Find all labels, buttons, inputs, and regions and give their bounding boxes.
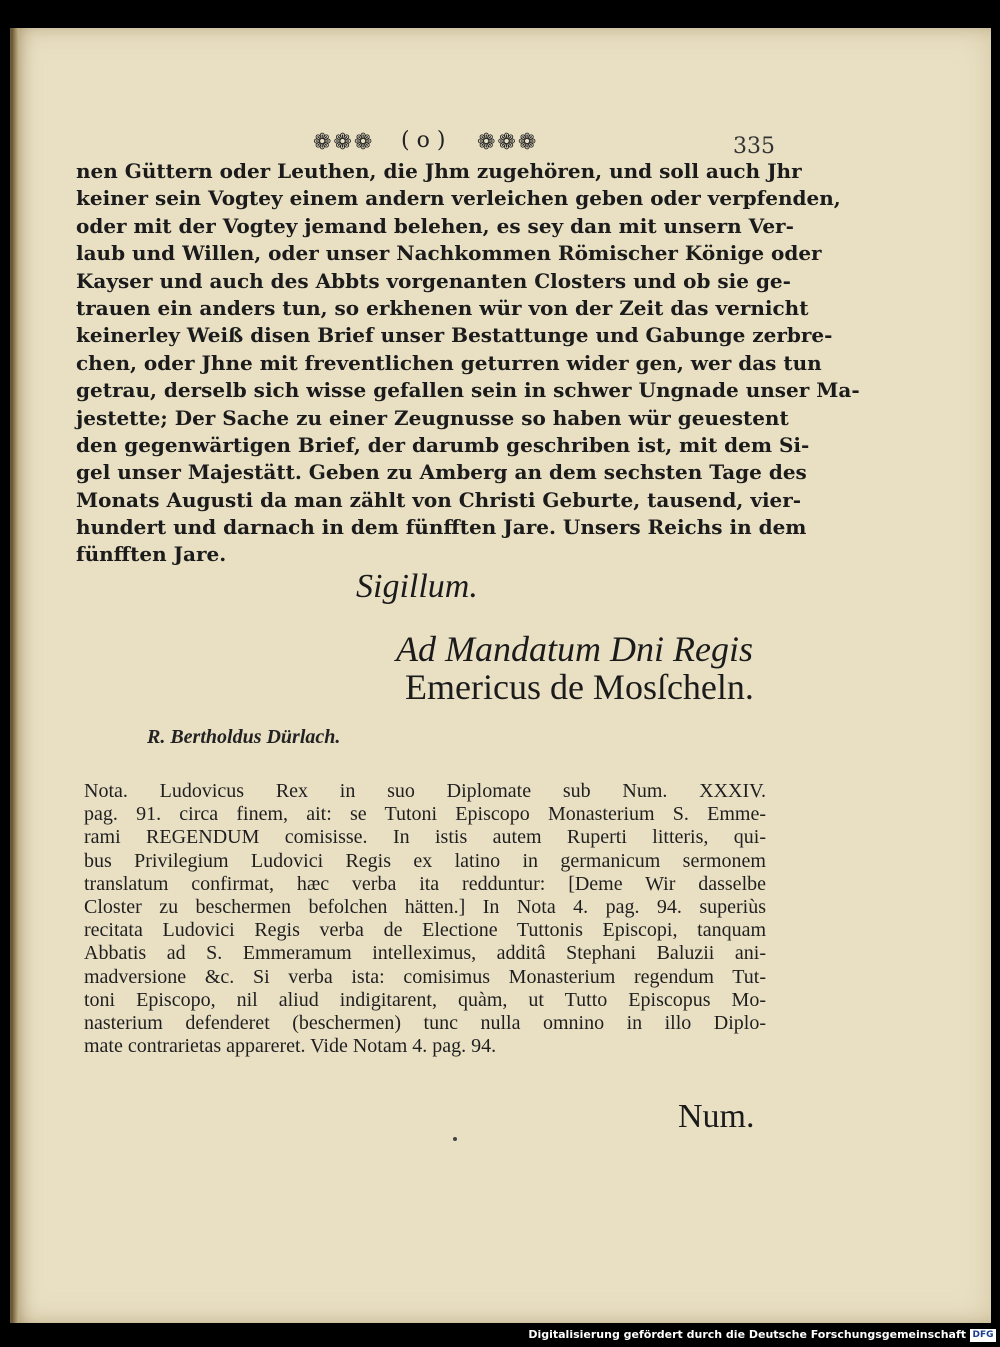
sigillum-heading: Sigillum. <box>356 568 478 605</box>
nota-line: mate contrarietas appareret. Vide Notam 4. pag. 94. <box>84 1035 497 1058</box>
text-line: jestette; Der Sache zu einer Zeugnusse so haben wür geuestent <box>76 405 789 430</box>
text-line: keiner sein Vogtey einem andern verleichen geben oder verpfenden, <box>76 186 841 211</box>
nota-line: Nota. Ludovicus Rex in suo Diplomate sub Num. XXXIV. <box>84 780 766 802</box>
nota-line: pag. 91. circa finem, ait: se Tutoni Episcopo Monasterium S. Emme- <box>84 803 766 826</box>
nota-line: Abbatis ad S. Emmeramum intelleximus, additâ Stephani Baluzii ani- <box>84 942 766 965</box>
ink-speck <box>453 1137 457 1141</box>
mandate-line: Ad Mandatum Dni Regis <box>396 629 753 669</box>
text-line: Monats Augusti da man zählt von Christi Geburte, tausend, vier- <box>76 487 802 512</box>
nota-line: translatum confirmat, hæc verba ita redduntur: [Deme Wir dasselbe <box>84 872 766 895</box>
scribe-name: R. Bertholdus Dürlach. <box>147 726 341 748</box>
signer-name: Emericus de Mosſcheln. <box>405 667 754 707</box>
text-line: hundert und darnach in dem fünfften Jare. Unsers Reichs in dem <box>76 515 807 540</box>
nota-line: madversione &c. Si verba ista: comisimus Monasterium regendum Tut- <box>84 965 766 988</box>
nota-line: nasterium defenderet (beschermen) tunc nulla omnino in illo Diplo- <box>84 1011 766 1034</box>
catchword: Num. <box>678 1098 755 1135</box>
funding-credit: Digitalisierung gefördert durch die Deutsche Forschungsgemeinschaft <box>528 1328 966 1341</box>
text-line: Kayser und auch des Abbts vorgenanten Closters und ob sie ge- <box>76 268 791 293</box>
page-number: 335 <box>733 134 775 159</box>
footer-bar <box>0 1325 1000 1347</box>
ornament-left: ❁❁❁ <box>313 130 375 155</box>
text-line: trauen ein anders tun, so erkhenen wür von der Zeit das vernicht <box>76 295 809 320</box>
text-line: getrau, derselb sich wisse gefallen sein in schwer Ungnade unser Ma- <box>76 378 860 403</box>
dfg-logo: DFG <box>970 1329 996 1342</box>
text-line: nen Güttern oder Leuthen, die Jhm zugehören, und soll auch Jhr <box>76 159 802 183</box>
nota-line: toni Episcopo, nil aliud indigitarent, quàm, ut Tutto Episcopus Mo- <box>84 988 766 1011</box>
text-line: laub und Willen, oder unser Nachkommen Römischer Könige oder <box>76 241 822 266</box>
text-line: oder mit der Vogtey jemand belehen, es sey dan mit unsern Ver- <box>76 213 794 238</box>
running-header <box>313 128 783 158</box>
ornament-right: ❁❁❁ <box>477 130 539 155</box>
nota-paragraph <box>84 780 766 1058</box>
text-line: chen, oder Jhne mit freventlichen geturren wider gen, wer das tun <box>76 350 822 375</box>
text-line: fünfften Jare. <box>76 542 227 567</box>
text-line: keinerley Weiß disen Brief unser Bestattunge und Gabunge zerbre- <box>76 323 833 348</box>
page-gutter-edge <box>13 28 19 1323</box>
nota-line: rami REGENDUM comisisse. In istis autem Ruperti litteris, qui- <box>84 826 766 849</box>
nota-line: Closter zu beschermen befolchen hätten.] In Nota 4. pag. 94. superiùs <box>84 895 766 918</box>
text-line: gel unser Majestätt. Geben zu Amberg an dem sechsten Tage des <box>76 460 807 485</box>
fraktur-text-block <box>76 158 860 569</box>
nota-line: bus Privilegium Ludovici Regis ex latino in germanicum sermonem <box>84 849 766 872</box>
text-line: den gegenwärtigen Brief, der darumb geschriben ist, mit dem Si- <box>76 432 810 457</box>
nota-line: recitata Ludovici Regis verba de Electione Tuttonis Episcopi, tanquam <box>84 919 766 942</box>
signature-mark: ( o ) <box>401 128 446 153</box>
